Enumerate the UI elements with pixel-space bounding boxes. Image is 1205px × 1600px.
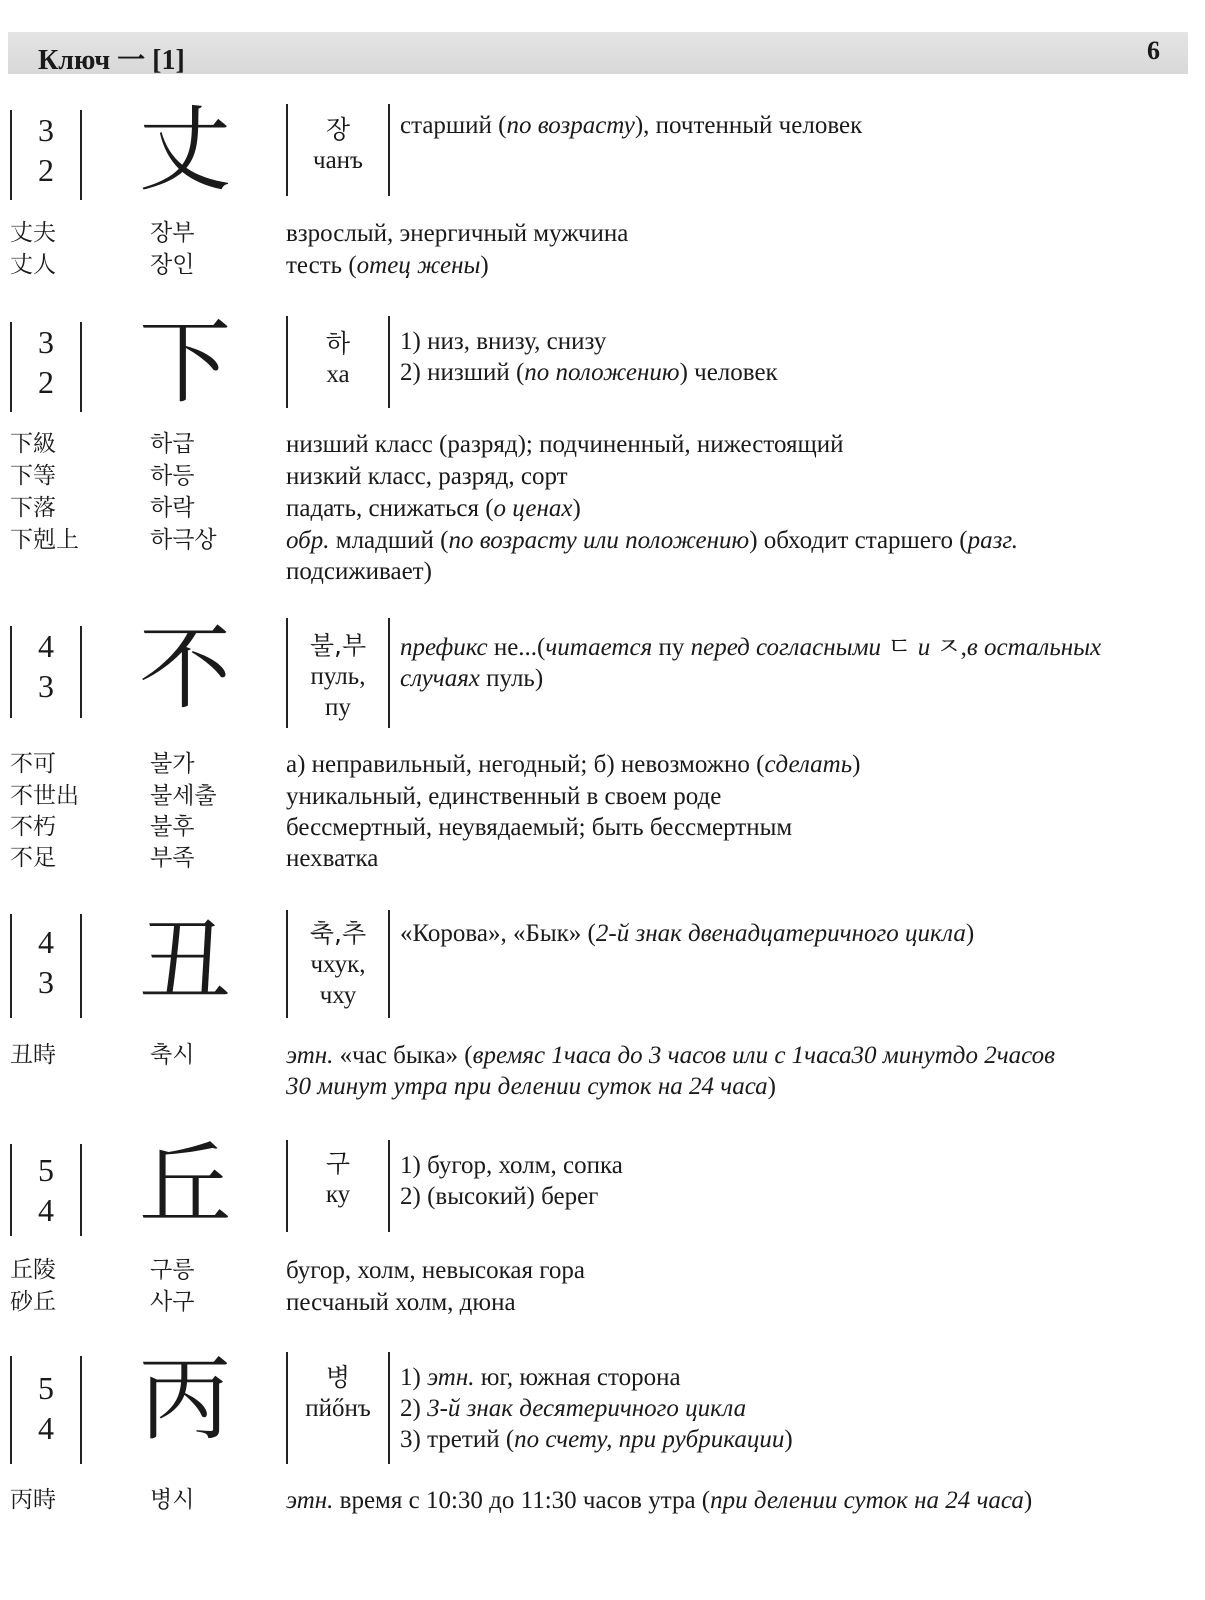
compound-hangul: 축시 [150, 1042, 195, 1068]
compound-row [0, 525, 1205, 587]
stroke-count [10, 1356, 82, 1464]
meaning-line: 2) 3-й знак десятеричного цикла [400, 1395, 747, 1422]
compound-hanja: 下剋上 [10, 527, 79, 553]
korean-reading: 장 [325, 115, 351, 144]
meaning-line: 2) (высокий) берег [400, 1183, 599, 1210]
extra-strokes: 4 [38, 1410, 54, 1446]
transliteration: ха [326, 361, 350, 388]
compound-definition: бугор, холм, невысокая гора [286, 1257, 585, 1284]
compound-hanja: 下落 [10, 495, 56, 521]
meanings [400, 918, 1185, 949]
hanja-character: 丈 [138, 97, 231, 204]
compound-hanja: 砂丘 [10, 1289, 56, 1315]
stroke-count [10, 1144, 82, 1236]
korean-reading: 하 [325, 329, 351, 358]
compound-row [0, 493, 1205, 524]
meanings [400, 1362, 1185, 1455]
compound-hangul: 하급 [150, 431, 195, 457]
transliteration: пуль, [310, 663, 366, 690]
compound-hangul: 장인 [150, 252, 195, 278]
meaning-line: префикс не...(читается пу перед согласными ㄷ и ㅈ,в остальных [400, 634, 1102, 661]
compound-definition: обр. младший (по возрасту или положению) обходит старшего (разг. подсиживает) [286, 527, 1019, 585]
compound-hanja: 丑時 [10, 1042, 56, 1068]
hanja-character: 丙 [138, 1346, 231, 1453]
meanings [400, 632, 1185, 694]
meaning-line: «Корова», «Бык» (2-й знак двенадцатеричного цикла) [400, 920, 975, 947]
stroke-count [10, 626, 82, 718]
compound-hangul: 부족 [150, 845, 195, 871]
korean-reading: 병 [325, 1363, 351, 1392]
compound-row [0, 781, 1205, 812]
compound-row [0, 843, 1205, 874]
compound-row [0, 250, 1205, 281]
compound-definition: взрослый, энергичный мужчина [286, 220, 629, 247]
extra-strokes: 2 [38, 364, 54, 400]
compound-row [0, 218, 1205, 249]
meanings [400, 1150, 1185, 1212]
reading-box [286, 910, 390, 1018]
compound-definition: а) неправильный, негодный; б) невозможно (сделать) [286, 751, 861, 778]
compound-row [0, 429, 1205, 460]
compound-definition: бессмертный, неувядаемый; быть бессмертным [286, 814, 793, 841]
compound-hangul: 사구 [150, 1289, 195, 1315]
compound-hanja: 丘陵 [10, 1257, 56, 1283]
page-number: 6 [1147, 36, 1160, 65]
compound-hanja: 下等 [10, 463, 56, 489]
stroke-count [10, 914, 82, 1018]
hanja-character: 丘 [138, 1132, 231, 1239]
meaning-line: 1) бугор, холм, сопка [400, 1152, 623, 1179]
page-header [8, 32, 1188, 74]
compound-hanja: 不足 [10, 845, 56, 871]
meaning-line: 2) низший (по положению) человек [400, 359, 778, 386]
hanja-character: 丑 [138, 908, 231, 1015]
compound-row [0, 1485, 1205, 1516]
compound-hanja: 不可 [10, 751, 56, 777]
compound-row [0, 1287, 1205, 1318]
meaning-line: случаях пуль) [400, 665, 544, 692]
total-strokes: 3 [38, 324, 54, 360]
transliteration: чанъ [313, 147, 363, 174]
compound-hangul: 병시 [150, 1487, 195, 1513]
transliteration: ку [325, 1181, 351, 1208]
transliteration: чхук, [310, 951, 366, 978]
extra-strokes: 4 [38, 1192, 54, 1228]
compound-definition: песчаный холм, дюна [286, 1289, 516, 1316]
compound-hanja: 丈人 [10, 252, 56, 278]
total-strokes: 5 [38, 1370, 54, 1406]
extra-strokes: 3 [38, 668, 54, 704]
total-strokes: 4 [38, 924, 54, 960]
extra-strokes: 2 [38, 152, 54, 188]
compound-definition: тесть (отец жены) [286, 252, 489, 279]
compound-row [0, 1255, 1205, 1286]
compound-definition: низший класс (разряд); подчиненный, нижестоящий [286, 431, 844, 458]
meaning-line: 1) низ, внизу, снизу [400, 328, 607, 355]
compound-definition: падать, снижаться (о ценах) [286, 495, 581, 522]
meaning-line: 1) этн. юг, южная сторона [400, 1364, 681, 1391]
total-strokes: 5 [38, 1152, 54, 1188]
extra-strokes: 3 [38, 964, 54, 1000]
reading-box [286, 618, 390, 728]
compound-hangul: 구릉 [150, 1257, 195, 1283]
compound-hangul: 장부 [150, 220, 195, 246]
compound-row [0, 461, 1205, 492]
compound-hanja: 丙時 [10, 1487, 56, 1513]
total-strokes: 3 [38, 112, 54, 148]
compound-hangul: 불세출 [150, 783, 217, 809]
stroke-count [10, 322, 82, 412]
radical-title: Ключ 一 [1] [38, 45, 185, 76]
compound-definition: нехватка [286, 845, 379, 872]
meanings [400, 326, 1185, 388]
korean-reading: 불,부 [309, 631, 367, 660]
reading-box [286, 316, 390, 408]
compound-hangul: 불후 [150, 814, 195, 840]
compound-hangul: 하락 [150, 495, 195, 521]
compound-definition: низкий класс, разряд, сорт [286, 463, 568, 490]
meaning-line: 3) третий (по счету, при рубрикации) [400, 1426, 793, 1453]
compound-hanja: 不世出 [10, 783, 79, 809]
reading-box [286, 1140, 390, 1232]
transliteration: пйőнъ [305, 1395, 371, 1422]
transliteration: чху [319, 982, 357, 1009]
compound-definition: этн. «час быка» (времяс 1часа до 3 часов или с 1часа30 минутдо 2часов 30 минут утра при делении суток на 24 часа) [286, 1042, 1055, 1100]
meaning-line: старший (по возрасту), почтенный человек [400, 112, 863, 139]
compound-hangul: 불가 [150, 751, 195, 777]
stroke-count [10, 110, 82, 200]
reading-box [286, 104, 390, 196]
total-strokes: 4 [38, 628, 54, 664]
compound-hangul: 하극상 [150, 527, 217, 553]
compound-hanja: 不朽 [10, 814, 56, 840]
korean-reading: 구 [325, 1149, 351, 1178]
compound-row [0, 812, 1205, 843]
compound-hangul: 하등 [150, 463, 195, 489]
compound-definition: этн. время с 10:30 до 11:30 часов утра (при делении суток на 24 часа) [286, 1487, 1033, 1514]
korean-reading: 축,추 [309, 919, 367, 948]
compound-row [0, 749, 1205, 780]
compound-definition: уникальный, единственный в своем роде [286, 783, 722, 810]
hanja-character: 不 [138, 615, 231, 722]
hanja-character: 下 [138, 309, 231, 416]
compound-hanja: 下級 [10, 431, 56, 457]
meanings [400, 110, 1185, 141]
transliteration: пу [325, 694, 351, 721]
compound-row [0, 1040, 1205, 1102]
reading-box [286, 1352, 390, 1464]
compound-hanja: 丈夫 [10, 220, 56, 246]
